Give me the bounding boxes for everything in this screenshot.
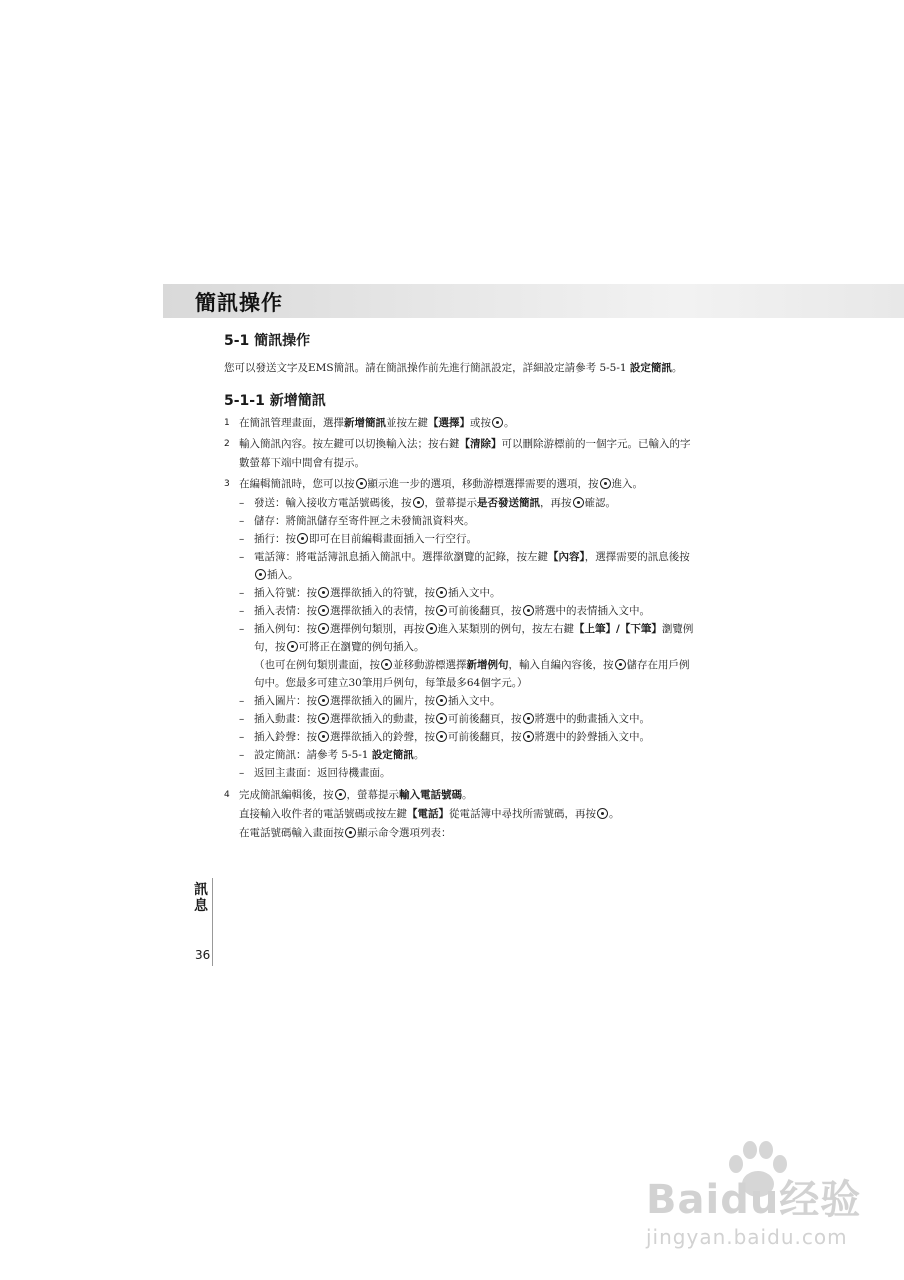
- nav-key-icon: [345, 827, 356, 838]
- option-insert-phrase: – 插入例句：按 選擇例句類別，再按 進入某類別的例句，按左右鍵【上筆】/【下筆】瀏覽例句，按 可將正在瀏覽的例句插入。: [224, 620, 694, 656]
- main-content: [224, 330, 694, 843]
- dash-bullet: –: [239, 497, 245, 509]
- ok-key-icon: [335, 789, 346, 800]
- ok-key-icon: [600, 478, 611, 489]
- chapter-side-tab: 訊息: [194, 882, 208, 914]
- nav-key-icon: [436, 731, 447, 742]
- side-divider: [212, 878, 213, 966]
- dash-bullet: –: [239, 731, 245, 743]
- page-number: 36: [195, 948, 211, 962]
- option-insert-line: – 插行：按 即可在目前編輯畫面插入一行空行。: [224, 530, 694, 548]
- option-insert-symbol: – 插入符號：按 選擇欲插入的符號，按 插入文中。: [224, 584, 694, 602]
- dash-bullet: –: [239, 515, 245, 527]
- nav-key-icon: [381, 659, 392, 670]
- nav-key-icon: [436, 605, 447, 616]
- section-heading: 5-1 簡訊操作: [224, 333, 311, 349]
- subsection-heading: 5-1-1 新增簡訊: [224, 393, 326, 409]
- nav-key-icon: [318, 587, 329, 598]
- option-message-settings: – 設定簡訊：請參考 5-5-1 設定簡訊。: [224, 746, 694, 764]
- ok-key-icon: [492, 417, 503, 428]
- dash-bullet: –: [239, 533, 245, 545]
- ok-key-icon: [426, 623, 437, 634]
- option-insert-picture: – 插入圖片：按 選擇欲插入的圖片，按 插入文中。: [224, 692, 694, 710]
- ok-key-icon: [573, 497, 584, 508]
- dash-bullet: –: [239, 713, 245, 725]
- step-number: 2: [224, 439, 230, 449]
- ok-key-icon: [436, 695, 447, 706]
- option-insert-ringtone: – 插入鈴聲：按 選擇欲插入的鈴聲，按 可前後翻頁，按 將選中的鈴聲插入文中。: [224, 728, 694, 746]
- option-return-home: – 返回主畫面：返回待機畫面。: [224, 764, 694, 782]
- ok-key-icon: [297, 533, 308, 544]
- watermark-url: jingyan.baidu.com: [646, 1225, 848, 1249]
- nav-key-icon: [356, 478, 367, 489]
- ok-key-icon: [597, 808, 608, 819]
- dash-bullet: –: [239, 623, 245, 635]
- step-number: 4: [224, 790, 230, 800]
- nav-key-icon: [318, 713, 329, 724]
- step-number: 3: [224, 479, 230, 489]
- ok-key-icon: [255, 569, 266, 580]
- option-insert-emoticon: – 插入表情：按 選擇欲插入的表情，按 可前後翻頁，按 將選中的表情插入文中。: [224, 602, 694, 620]
- phrase-note: （也可在例句類別畫面，按 並移動游標選擇新增例句，輸入自編內容後，按 儲存在用戶例句中。您最多可建立30筆用戶例句，每筆最多64個字元。）: [254, 659, 690, 689]
- option-phonebook: – 電話簿：將電話簿訊息插入簡訊中。選擇欲瀏覽的記錄，按左鍵【內容】，選擇需要的訊息後按插入。: [224, 548, 694, 584]
- baidu-watermark: [638, 1140, 878, 1270]
- option-send: – 發送：輸入接收方電話號碼後，按 ，螢幕提示是否發送簡訊，再按 確認。: [224, 494, 694, 512]
- dash-bullet: –: [239, 767, 245, 779]
- step-number: 1: [224, 418, 230, 428]
- step-4: 4 完成簡訊編輯後，按 ，螢幕提示輸入電話號碼。 直接輸入收件者的電話號碼或按左鍵【電話】從電話簿中尋找所需號碼，再按 。 在電話號碼輸入畫面按 顯示命令選項列表：: [224, 786, 694, 843]
- dash-bullet: –: [239, 605, 245, 617]
- ok-key-icon: [287, 641, 298, 652]
- dash-bullet: –: [239, 695, 245, 707]
- dash-bullet: –: [239, 749, 245, 761]
- watermark-brand: Baidu经验: [646, 1177, 862, 1223]
- step-1: 1 在簡訊管理畫面，選擇新增簡訊並按左鍵【選擇】或按 。: [224, 414, 694, 433]
- nav-key-icon: [318, 605, 329, 616]
- chapter-header-band: [163, 284, 904, 318]
- nav-key-icon: [318, 731, 329, 742]
- chapter-title: 簡訊操作: [195, 291, 283, 315]
- nav-key-icon: [318, 623, 329, 634]
- ok-key-icon: [523, 731, 534, 742]
- step-3: 3 在編輯簡訊時，您可以按 顯示進一步的選項，移動游標選擇需要的選項，按 進入。: [224, 475, 694, 494]
- option-insert-animation: – 插入動畫：按 選擇欲插入的動畫，按 可前後翻頁，按 將選中的動畫插入文中。: [224, 710, 694, 728]
- step-2: 2 輸入簡訊內容。按左鍵可以切換輸入法；按右鍵【清除】可以刪除游標前的一個字元。已輸入的字數螢幕下端中間會有提示。: [224, 435, 694, 473]
- option-save: – 儲存：將簡訊儲存至寄件匣之未發簡訊資料夾。: [224, 512, 694, 530]
- section-intro: 您可以發送文字及EMS簡訊。請在簡訊操作前先進行簡訊設定，詳細設定請參考 5-5-1 設定簡訊。: [224, 362, 683, 374]
- ok-key-icon: [413, 497, 424, 508]
- nav-key-icon: [436, 713, 447, 724]
- nav-key-icon: [318, 695, 329, 706]
- ok-key-icon: [523, 713, 534, 724]
- ok-key-icon: [436, 587, 447, 598]
- ok-key-icon: [615, 659, 626, 670]
- dash-bullet: –: [239, 551, 245, 563]
- dash-bullet: –: [239, 587, 245, 599]
- intro-link-text: 設定簡訊: [629, 362, 672, 374]
- ok-key-icon: [523, 605, 534, 616]
